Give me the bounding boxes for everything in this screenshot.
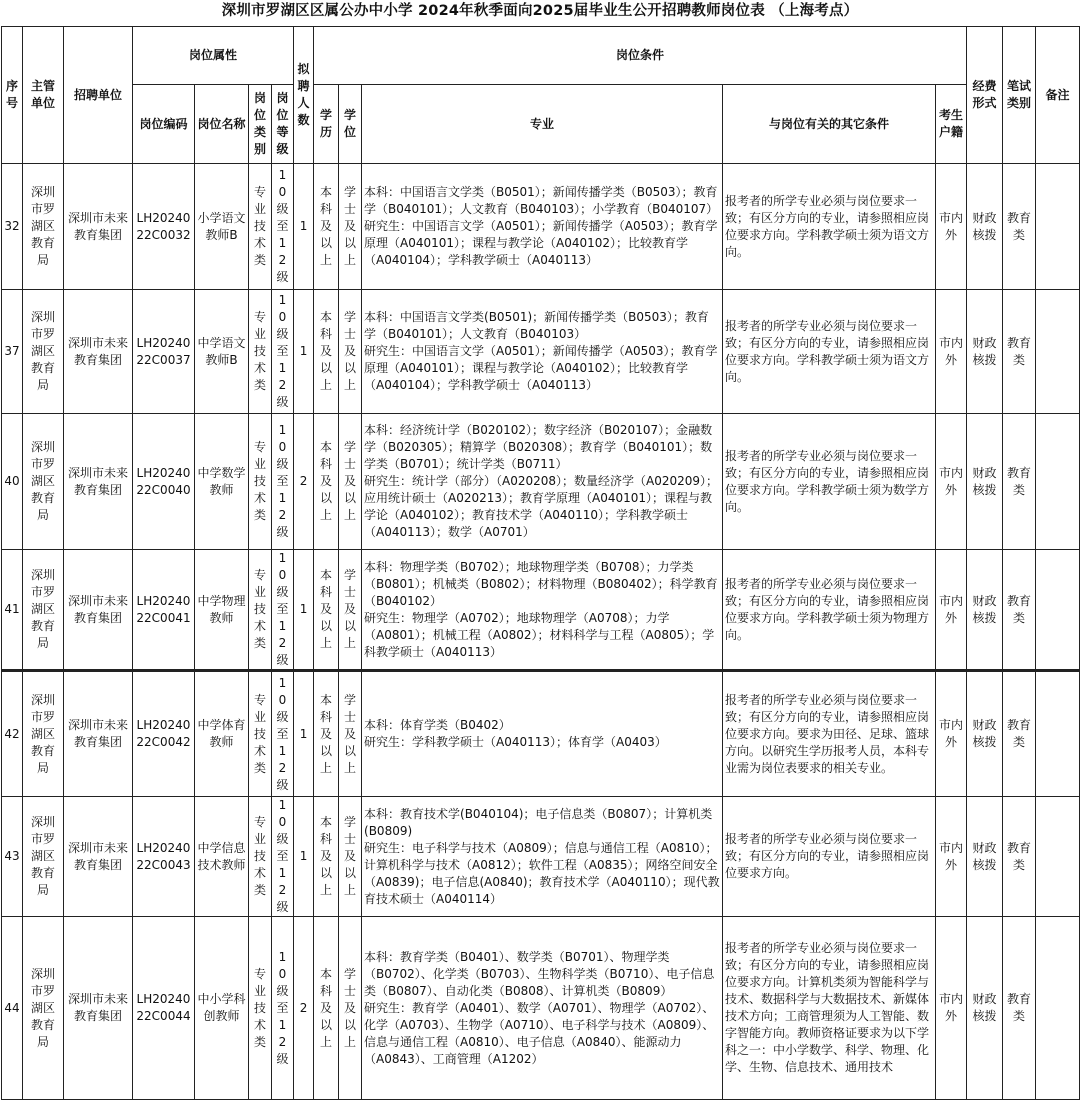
cell-level: 10级至12级: [272, 917, 294, 1100]
cell-authority: 深圳市罗湖区教育局: [23, 414, 64, 550]
header-post-attr: 岗位属性: [133, 27, 294, 85]
cell-major: 本科：体育学类（B0402） 研究生：学科教学硕士（A040113）；体育学（A0403）: [362, 671, 723, 797]
cell-level: 10级至12级: [272, 290, 294, 414]
cell-count: 1: [294, 164, 314, 290]
cell-seq: 44: [2, 917, 23, 1100]
cell-major: 本科：中国语言文学类（B0501）；新闻传播学类（B0503）；教育学（B040101）；人文教育（B040103）；小学教育（B040107） 研究生：中国语言文学（A0501）；新闻传播学（A0503）；教育学原理（A040101）；课程与教学论（A040102）；比较教育学（A040104）；学科教学硕士（A040113）: [362, 164, 723, 290]
cell-name: 中学信息技术教师: [195, 797, 249, 917]
cell-count: 2: [294, 917, 314, 1100]
header-conditions: 岗位条件: [314, 27, 967, 85]
cell-code: LH2024022C0044: [133, 917, 195, 1100]
page-title: 深圳市罗湖区区属公办中小学 2024年秋季面向2025届毕业生公开招聘教师岗位表 （上海考点）: [221, 3, 859, 19]
cell-authority: 深圳市罗湖区教育局: [23, 797, 64, 917]
cell-code: LH2024022C0032: [133, 164, 195, 290]
cell-education: 本科及以上: [314, 797, 339, 917]
cell-exam: 教育类: [1003, 797, 1036, 917]
cell-seq: 40: [2, 414, 23, 550]
cell-hukou: 市内外: [936, 671, 967, 797]
header-major: 专业: [362, 85, 723, 164]
cell-count: 2: [294, 414, 314, 550]
cell-exam: 教育类: [1003, 550, 1036, 671]
table-row: [2, 290, 1080, 414]
table-row: [2, 414, 1080, 550]
header-seq: 序号: [2, 27, 23, 164]
cell-level: 10级至12级: [272, 550, 294, 671]
cell-name: 中学语文教师B: [195, 290, 249, 414]
header-count: 拟聘人数: [294, 27, 314, 164]
cell-code: LH2024022C0040: [133, 414, 195, 550]
cell-hukou: 市内外: [936, 164, 967, 290]
cell-authority: 深圳市罗湖区教育局: [23, 550, 64, 671]
cell-education: 本科及以上: [314, 164, 339, 290]
cell-authority: 深圳市罗湖区教育局: [23, 290, 64, 414]
cell-name: 中小学科创教师: [195, 917, 249, 1100]
cell-degree: 学士及以上: [339, 671, 362, 797]
header-post-name: 岗位名称: [195, 85, 249, 164]
cell-seq: 42: [2, 671, 23, 797]
table-row: [2, 164, 1080, 290]
cell-level: 10级至12级: [272, 671, 294, 797]
table-row: [2, 797, 1080, 917]
cell-education: 本科及以上: [314, 414, 339, 550]
cell-type: 专业技术类: [249, 671, 272, 797]
table-row: [2, 671, 1080, 797]
cell-seq: 32: [2, 164, 23, 290]
cell-funding: 财政核拨: [967, 797, 1003, 917]
cell-exam: 教育类: [1003, 164, 1036, 290]
cell-unit: 深圳市未来教育集团: [64, 414, 133, 550]
cell-seq: 43: [2, 797, 23, 917]
cell-major: 本科：中国语言文学类(B0501)；新闻传播学类（B0503）；教育学（B040101）；人文教育（B040103） 研究生：中国语言文学（A0501）；新闻传播学（A0503）；教育学原理（A040101）；课程与教学论（A040102）；比较教育学（A040104）；学科教学硕士（A040113）: [362, 290, 723, 414]
cell-exam: 教育类: [1003, 414, 1036, 550]
cell-hukou: 市内外: [936, 414, 967, 550]
cell-major: 本科：物理学类（B0702）；地球物理学类（B0708）；力学类（B0801）；机械类（B0802）；材料物理（B080402）；科学教育（B040102） 研究生：物理学（A0702）；地球物理学（A0708）；力学（A0801）；机械工程（A0802）；材料科学与工程（A0805）；学科教学硕士（A040113）: [362, 550, 723, 671]
cell-exam: 教育类: [1003, 290, 1036, 414]
cell-remark: [1036, 917, 1080, 1100]
cell-education: 本科及以上: [314, 917, 339, 1100]
cell-count: 1: [294, 797, 314, 917]
cell-funding: 财政核拨: [967, 671, 1003, 797]
cell-type: 专业技术类: [249, 290, 272, 414]
cell-hukou: 市内外: [936, 290, 967, 414]
cell-degree: 学士及以上: [339, 414, 362, 550]
header-hukou: 考生户籍: [936, 85, 967, 164]
cell-exam: 教育类: [1003, 917, 1036, 1100]
cell-funding: 财政核拨: [967, 917, 1003, 1100]
cell-type: 专业技术类: [249, 797, 272, 917]
cell-degree: 学士及以上: [339, 164, 362, 290]
cell-code: LH2024022C0041: [133, 550, 195, 671]
cell-funding: 财政核拨: [967, 414, 1003, 550]
header-degree: 学位: [339, 85, 362, 164]
cell-other: 报考者的所学专业必须与岗位要求一致；有区分方向的专业，请参照相应岗位要求方向。: [723, 797, 936, 917]
recruitment-table: [1, 26, 1080, 1100]
cell-major: 本科：经济统计学（B020102）；数字经济（B020107）；金融数学（B020305）；精算学（B020308）；教育学（B040101）；数学类（B0701）；统计学类（B0711） 研究生：统计学（部分）（A020208）；数量经济学（A020209）；应用统计硕士（A020213）；教育学原理（A040101）；课程与教学论（A040102）；教育技术学（A040110）；学科教学硕士（A040113）；数学（A0701）: [362, 414, 723, 550]
cell-funding: 财政核拨: [967, 550, 1003, 671]
header-remark: 备注: [1036, 27, 1080, 164]
cell-name: 中学数学教师: [195, 414, 249, 550]
cell-count: 1: [294, 671, 314, 797]
cell-type: 专业技术类: [249, 414, 272, 550]
cell-type: 专业技术类: [249, 917, 272, 1100]
cell-name: 中学物理教师: [195, 550, 249, 671]
cell-unit: 深圳市未来教育集团: [64, 671, 133, 797]
cell-remark: [1036, 797, 1080, 917]
cell-count: 1: [294, 550, 314, 671]
cell-major: 本科：教育技术学(B040104)；电子信息类（B0807）；计算机类(B0809) 研究生：电子科学与技术（A0809）；信息与通信工程（A0810）；计算机科学与技术（A0812）；软件工程（A0835）；网络空间安全（A0839)；电子信息(A0840)；教育技术学（A040110）；现代教育技术硕士（A040114）: [362, 797, 723, 917]
header-post-code: 岗位编码: [133, 85, 195, 164]
cell-remark: [1036, 290, 1080, 414]
cell-type: 专业技术类: [249, 550, 272, 671]
cell-level: 10级至12级: [272, 414, 294, 550]
cell-count: 1: [294, 290, 314, 414]
cell-authority: 深圳市罗湖区教育局: [23, 671, 64, 797]
cell-degree: 学士及以上: [339, 797, 362, 917]
cell-name: 小学语文教师B: [195, 164, 249, 290]
cell-other: 报考者的所学专业必须与岗位要求一致；有区分方向的专业，请参照相应岗位要求方向。学科教学硕士须为数学方向。: [723, 414, 936, 550]
cell-authority: 深圳市罗湖区教育局: [23, 164, 64, 290]
header-authority: 主管单位: [23, 27, 64, 164]
cell-unit: 深圳市未来教育集团: [64, 550, 133, 671]
cell-seq: 41: [2, 550, 23, 671]
header-other: 与岗位有关的其它条件: [723, 85, 936, 164]
cell-education: 本科及以上: [314, 290, 339, 414]
cell-other: 报考者的所学专业必须与岗位要求一致；有区分方向的专业，请参照相应岗位要求方向。学科教学硕士须为物理方向。: [723, 550, 936, 671]
header-post-type: 岗位类别: [249, 85, 272, 164]
cell-unit: 深圳市未来教育集团: [64, 917, 133, 1100]
cell-type: 专业技术类: [249, 164, 272, 290]
cell-education: 本科及以上: [314, 671, 339, 797]
cell-hukou: 市内外: [936, 797, 967, 917]
cell-level: 10级至12级: [272, 797, 294, 917]
table-row: [2, 917, 1080, 1100]
cell-major: 本科：教育学类（B0401）、数学类（B0701）、物理学类（B0702）、化学类（B0703）、生物科学类（B0710）、电子信息类（B0807）、自动化类（B0808）、计算机类（B0809） 研究生：教育学（A0401）、数学（A0701）、物理学（A0702）、化学（A0703）、生物学（A0710）、电子科学与技术（A0809）、信息与通信工程（A0810）、电子信息（A0840）、能源动力（A0843）、工商管理（A1202）: [362, 917, 723, 1100]
cell-unit: 深圳市未来教育集团: [64, 290, 133, 414]
header-exam: 笔试类别: [1003, 27, 1036, 164]
cell-other: 报考者的所学专业必须与岗位要求一致；有区分方向的专业，请参照相应岗位要求方向。学科教学硕士须为语文方向。: [723, 164, 936, 290]
cell-name: 中学体育教师: [195, 671, 249, 797]
cell-funding: 财政核拨: [967, 290, 1003, 414]
cell-funding: 财政核拨: [967, 164, 1003, 290]
cell-remark: [1036, 414, 1080, 550]
cell-authority: 深圳市罗湖区教育局: [23, 917, 64, 1100]
cell-hukou: 市内外: [936, 550, 967, 671]
cell-other: 报考者的所学专业必须与岗位要求一致；有区分方向的专业，请参照相应岗位要求方向。计算机类须为智能科学与技术、数据科学与大数据技术、新媒体技术方向；工商管理须为人工智能、数字智能方向。教师资格证要求为以下学科之一：中小学数学、科学、物理、化学、生物、信息技术、通用技术: [723, 917, 936, 1100]
cell-remark: [1036, 164, 1080, 290]
cell-exam: 教育类: [1003, 671, 1036, 797]
cell-remark: [1036, 671, 1080, 797]
header-unit: 招聘单位: [64, 27, 133, 164]
cell-degree: 学士及以上: [339, 917, 362, 1100]
cell-education: 本科及以上: [314, 550, 339, 671]
cell-code: LH2024022C0042: [133, 671, 195, 797]
cell-code: LH2024022C0043: [133, 797, 195, 917]
cell-other: 报考者的所学专业必须与岗位要求一致；有区分方向的专业，请参照相应岗位要求方向。要求为田径、足球、篮球方向。以研究生学历报考人员，本科专业需为岗位表要求的相关专业。: [723, 671, 936, 797]
cell-code: LH2024022C0037: [133, 290, 195, 414]
table-row: [2, 550, 1080, 671]
header-education: 学历: [314, 85, 339, 164]
header-funding: 经费形式: [967, 27, 1003, 164]
cell-degree: 学士及以上: [339, 290, 362, 414]
cell-unit: 深圳市未来教育集团: [64, 797, 133, 917]
header-post-level: 岗位等级: [272, 85, 294, 164]
cell-hukou: 市内外: [936, 917, 967, 1100]
cell-other: 报考者的所学专业必须与岗位要求一致；有区分方向的专业，请参照相应岗位要求方向。学科教学硕士须为语文方向。: [723, 290, 936, 414]
cell-degree: 学士及以上: [339, 550, 362, 671]
cell-remark: [1036, 550, 1080, 671]
cell-seq: 37: [2, 290, 23, 414]
cell-level: 10级至12级: [272, 164, 294, 290]
cell-unit: 深圳市未来教育集团: [64, 164, 133, 290]
